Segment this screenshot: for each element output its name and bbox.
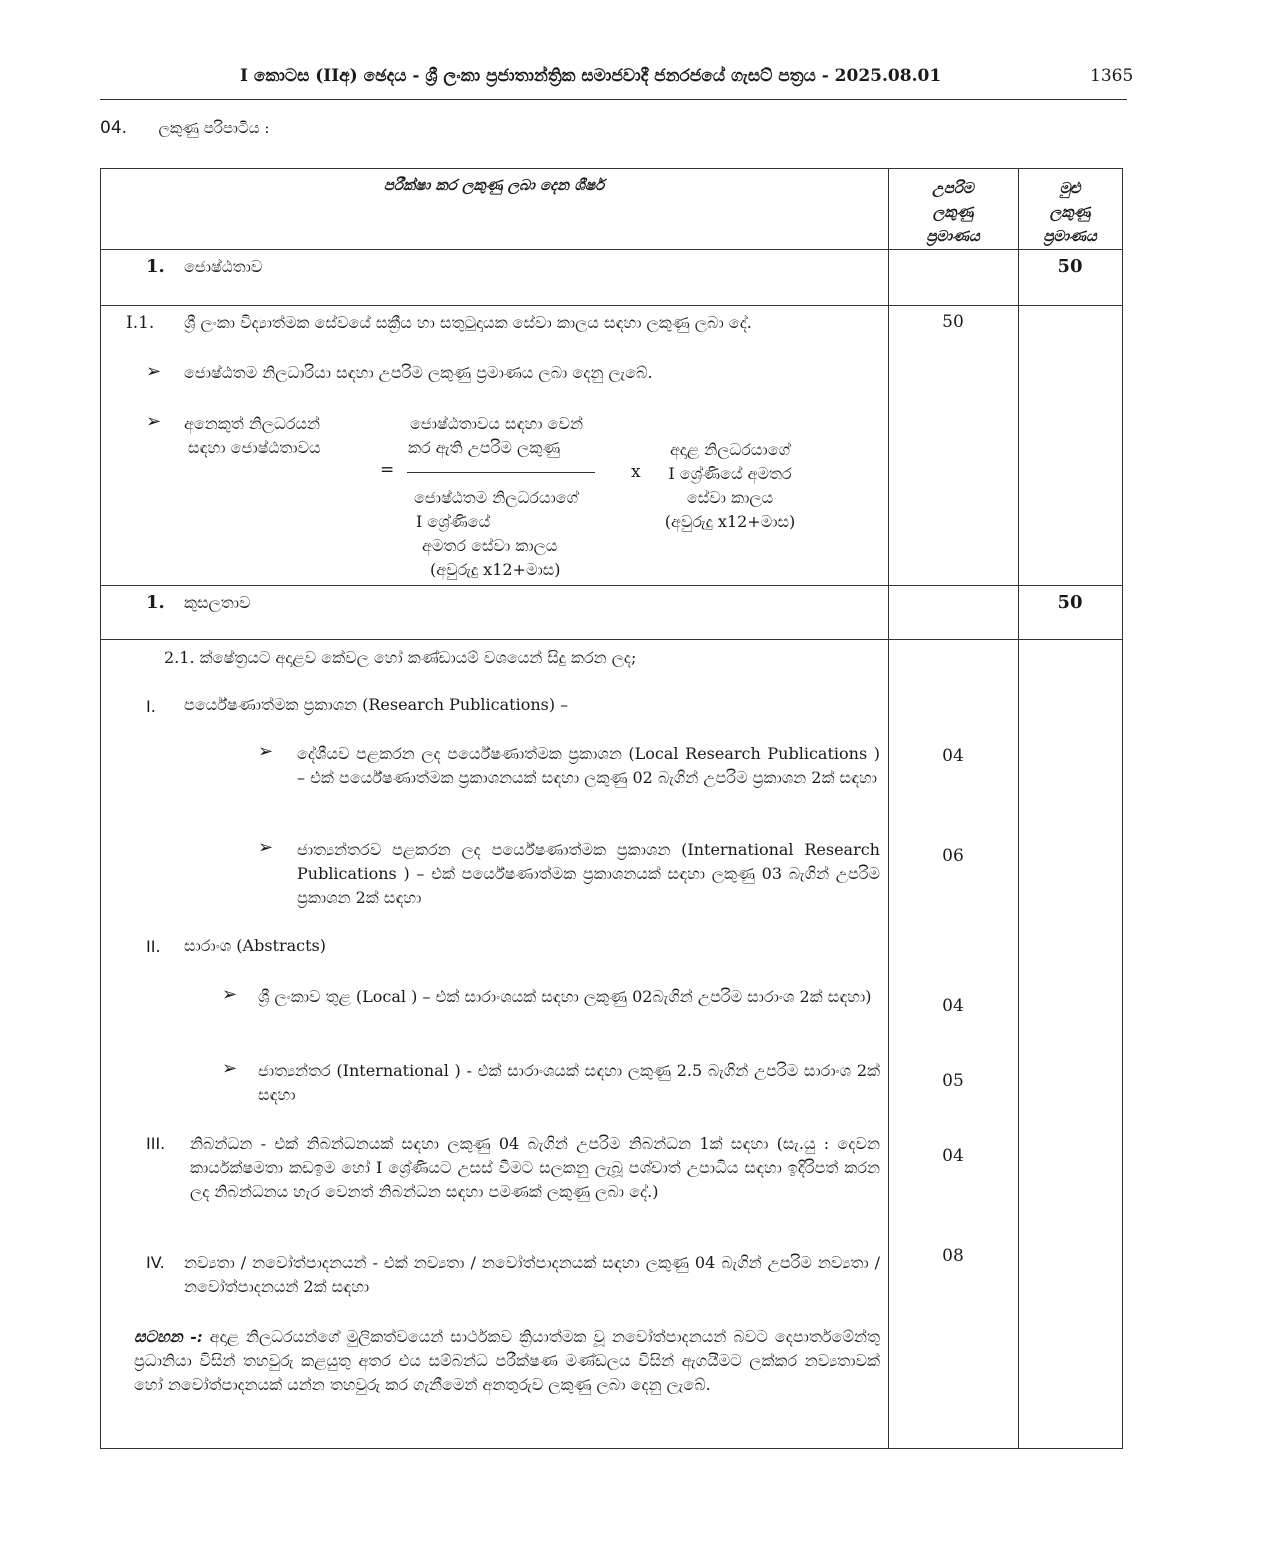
innovations-marks: 08: [942, 1246, 964, 1266]
skill-number: 1.: [146, 592, 165, 613]
formula-label-line: අනෙකුත් නිලධරයන්: [184, 414, 321, 433]
section-number: 04.: [100, 118, 128, 138]
arrow-bullet-icon: ➢: [146, 411, 162, 432]
table-row-divider: [100, 639, 1123, 640]
table-border-right: [1122, 168, 1123, 1449]
skill-title: කුසලතාව: [184, 593, 251, 612]
formula-times: x: [631, 462, 641, 482]
denominator-line: (අවුරුදු x12+මාස): [430, 560, 561, 579]
table-border-left: [100, 168, 101, 1449]
fraction-bar: [407, 472, 595, 473]
gazette-header-title: I කොටස (IIඅ) ඡෙදය - ශ්‍රී ලංකා ප්‍රජාතාන්ත්‍රික සමාජවාදී ජනරජයේ ගැසට් පත්‍රය - 2025.08.01: [240, 66, 942, 86]
multiplier-line: I ශ්‍රේණියේ අමතර: [668, 464, 792, 483]
table-border-bottom: [100, 1448, 1123, 1449]
theses-marks: 04: [942, 1146, 964, 1166]
numerator-line: කර ඇති උපරිම ලකුණු: [408, 438, 561, 457]
formula-numerator: [400, 412, 630, 460]
header-line: ප්‍රමාණය: [1043, 227, 1097, 245]
col-header-max-marks: [888, 176, 1018, 248]
local-publications-text: දේශීයව පළකරන ලද පර්යේෂණාත්මක ප්‍රකාශන (Local Research Publications ) – එක් පර්යේෂණාත්මක ප්‍රකාශනයක් සඳහා ලකුණු 02 බැගින් උපරිම ප්‍රකාශන 2ක් සඳහා: [297, 744, 880, 787]
multiplier-line: අදාළ නිලධරයාගේ: [669, 440, 791, 459]
roman-numeral: III.: [146, 1134, 166, 1153]
arrow-bullet-icon: ➢: [258, 837, 274, 858]
international-publications-text: ජාත්‍යන්තරව පළකරන ලද පර්යේෂණාත්මක ප්‍රකාශන (International Research Publications ) – එක් පර්යේෂණාත්මක ප්‍රකාශනයක් සඳහා ලකුණු 03 බැගින් උපරිම ප්‍රකාශන 2ක් සඳහා: [297, 840, 880, 907]
formula-equals: =: [380, 460, 395, 480]
arrow-bullet-icon: ➢: [258, 741, 274, 762]
numerator-line: ජොෂ්ඨතාවය සඳහා වෙන්: [410, 414, 584, 433]
section-title: ලකුණු පරිපාටිය :: [158, 119, 270, 137]
international-publications-marks: 06: [942, 846, 964, 866]
section-heading: [100, 118, 269, 138]
table-col-divider-2: [1018, 168, 1019, 1449]
denominator-line: I ශ්‍රේණියේ: [416, 512, 491, 531]
multiplier-line: (අවුරුදු x12+මාස): [664, 512, 796, 531]
innovations-text: නව්‍යතා / නවෝත්පාදනයන් - එක් නව්‍යතා / නවෝත්පාදනයක් සඳහා ලකුණු 04 බැගින් උපරිම නව්‍යතා / නවෝත්පාදනයන් 2ක් සඳහා: [184, 1253, 880, 1296]
international-abstracts-marks: 05: [942, 1071, 964, 1091]
local-abstracts-marks: 04: [942, 996, 964, 1016]
note-label: සටහන -:: [134, 1327, 203, 1346]
roman-numeral: IV.: [146, 1253, 165, 1272]
table-row-divider: [100, 305, 1123, 306]
table-row-divider: [100, 249, 1123, 250]
roman-numeral: I.: [146, 697, 156, 716]
skill-intro: 2.1. ක්ෂේත්‍රයට අදාළව කේවල හෝ කණ්ඩායම් වශයෙන් සිදු කරන ලද;: [164, 648, 637, 667]
header-line: මුළු: [1059, 179, 1081, 197]
denominator-line: අමතර සේවා කාලය: [422, 536, 558, 555]
seniority-bullet-text: ජොෂ්ඨතම නිලධාරියා සඳහා උපරිම ලකුණු ප්‍රමාණය ලබා දෙනු ලැබේ.: [184, 363, 653, 382]
arrow-bullet-icon: ➢: [146, 361, 162, 382]
seniority-item-marks: 50: [942, 312, 964, 332]
international-abstracts-text: ජාත්‍යන්තර (International ) - එක් සාරාංශයක් සඳහා ලකුණු 2.5 බැගින් උපරිම සාරාංශ 2ක් සඳහා: [258, 1061, 880, 1104]
denominator-line: ජොෂ්ඨතම නිලධරයාගේ: [414, 488, 579, 507]
header-line: ප්‍රමාණය: [926, 227, 980, 245]
header-line: උපරිම: [932, 179, 974, 197]
roman-numeral: II.: [146, 937, 161, 956]
local-abstracts-text: ශ්‍රී ලංකාව තුළ (Local ) – එක් සාරාංශයක් සඳහා ලකුණු 02බැගින් උපරිම සාරාංශ 2ක් සඳහා): [258, 987, 872, 1006]
abstracts-title: සාරාංශ (Abstracts): [184, 936, 326, 955]
skill-total-marks: 50: [1057, 592, 1083, 613]
seniority-number: 1.: [146, 256, 165, 277]
item-number: I.1.: [126, 313, 155, 333]
arrow-bullet-icon: ➢: [222, 984, 238, 1005]
formula-denominator: [414, 486, 578, 582]
theses-text: නිබන්ධන - එක් නිබන්ධනයක් සඳහා ලකුණු 04 බැගින් උපරිම නිබන්ධන 1ක් සඳහා (සැ.යු : දෙවන කාර්යක්ෂමතා කඩඉම හෝ I ශ්‍රේණියට උසස් වීමට සලකනු ලැබූ පශ්චාත් උපාධිය සඳහා ඉදිරිපත් කරන ලද නිබන්ධනය හැර වෙනත් නිබන්ධන සඳහා පමණක් ලකුණු ලබා දේ.): [190, 1134, 880, 1201]
formula-multiplier: [655, 438, 805, 534]
innovations-note: [134, 1325, 880, 1397]
header-line: ලකුණු: [1049, 203, 1091, 221]
seniority-title: ජොෂ්ඨතාව: [184, 257, 263, 276]
research-publications-title: පර්යේෂණාත්මක ප්‍රකාශන (Research Publications) –: [184, 695, 569, 714]
seniority-item-text: ශ්‍රී ලංකා විද්‍යාත්මක සේවයේ සක්‍රීය හා සතුටුදායක සේවා කාලය සඳහා ලකුණු ලබා දේ.: [184, 313, 752, 332]
col-header-criteria: පරීක්ෂා කර ලකුණු ලබා දෙන ශීර්ෂ: [383, 176, 605, 194]
seniority-total-marks: 50: [1057, 256, 1083, 277]
arrow-bullet-icon: ➢: [222, 1058, 238, 1079]
table-border-top: [100, 168, 1123, 169]
page-number: 1365: [1090, 66, 1134, 86]
header-line: ලකුණු: [932, 203, 974, 221]
formula-label-line: සඳහා ජොෂ්ඨතාවය: [188, 438, 321, 457]
formula-label: [184, 412, 321, 460]
header-rule: [100, 99, 1127, 100]
table-row-divider: [100, 585, 1123, 586]
col-header-total-marks: [1018, 176, 1122, 248]
multiplier-line: සේවා කාලය: [686, 488, 774, 507]
local-publications-marks: 04: [942, 746, 964, 766]
note-text: අදාළ නිලධරයන්ගේ මුලිකත්වයෙන් සාර්ථකව ක්‍රියාත්මක වූ නවෝත්පාදනයන් බවට දෙපාර්තමේන්තු ප්‍රධානියා විසින් තහවුරු කළයුතු අතර එය සම්බන්ධ පරීක්ෂණ මණ්ඩලය විසින් ඇගයීමට ලක්කර නව්‍යතාවක් හෝ නවෝත්පාදනයක් යන්න තහවුරු කර ගැනීමෙන් අනතුරුව ලකුණු ලබා දෙනු ලැබේ.: [134, 1327, 880, 1394]
